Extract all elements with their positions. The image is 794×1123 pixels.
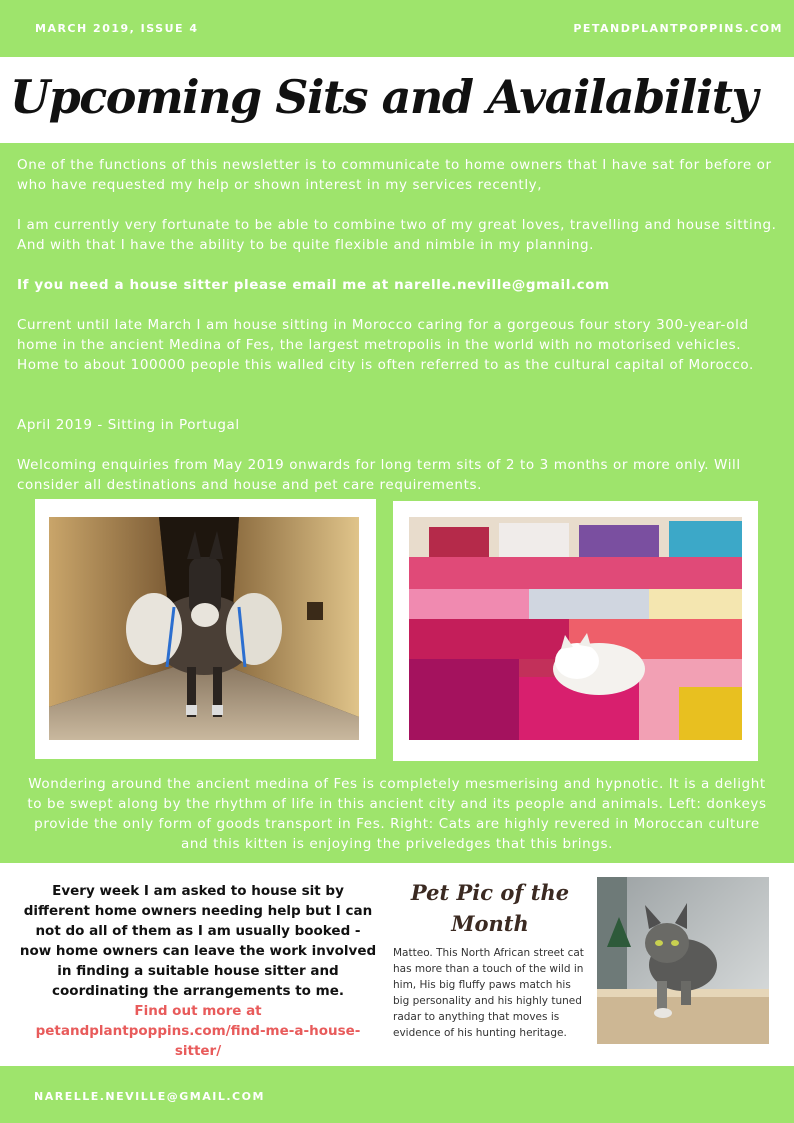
donkey-photo-frame bbox=[35, 499, 376, 759]
lower-section bbox=[0, 863, 794, 1066]
footer-bar bbox=[0, 1066, 794, 1123]
april-paragraph: April 2019 - Sitting in Portugal bbox=[17, 417, 240, 433]
kitten-photo-frame bbox=[393, 501, 758, 761]
intro-paragraph: One of the functions of this newsletter is to communicate to home owners that I have sat for before or who have requested my help or shown interest in my services recently, bbox=[17, 157, 772, 193]
donkey-photo bbox=[49, 517, 359, 740]
page-title: Upcoming Sits and Availability bbox=[10, 70, 757, 124]
enquiries-paragraph: Welcoming enquiries from May 2019 onwards for long term sits of 2 to 3 months or more only. Will consider all destinations and house and pet care requirements. bbox=[17, 457, 741, 493]
contact-paragraph[interactable]: If you need a house sitter please email me at narelle.neville@gmail.com bbox=[17, 277, 610, 293]
cat-photo bbox=[597, 877, 769, 1044]
find-sitter-link[interactable]: Find out more at petandplantpoppins.com/find-me-a-house-sitter/ bbox=[35, 1003, 361, 1059]
website-link[interactable]: PETANDPLANTPOPPINS.COM bbox=[573, 22, 783, 35]
house-sitter-promo bbox=[18, 881, 378, 1061]
travel-paragraph: I am currently very fortunate to be able to combine two of my great loves, travelling and house sitting. And with that I have the ability to be quite flexible and nimble in my planning. bbox=[17, 217, 777, 253]
pet-pic-title: Pet Pic of the Month bbox=[410, 880, 570, 936]
issue-label: MARCH 2019, ISSUE 4 bbox=[35, 22, 199, 35]
kitten-photo bbox=[409, 517, 742, 740]
footer-email-link[interactable]: NARELLE.NEVILLE@GMAIL.COM bbox=[34, 1090, 265, 1103]
promo-text: Every week I am asked to house sit by different home owners needing help but I can not do all of them as I am usually booked - now home owners can leave the work involved in finding a suitable house sitter and coordinating the arrangements to me. bbox=[19, 883, 377, 999]
photo-caption: Wondering around the ancient medina of Fes is completely mesmerising and hypnotic. It is a delight to be swept along by the rhythm of life in this ancient city and its people and animals. Left: donkeys provide the only form of goods transport in Fes. Right: Cats are highly revered in Moroccan culture and this kitten is enjoying the priveledges that this brings. bbox=[27, 776, 767, 852]
pet-description: Matteo. This North African street cat has more than a touch of the wild in him, His big fluffy paws match his big personality and his highly tuned radar to anything that moves is evidence of his hunting heritage. bbox=[393, 947, 584, 1039]
main-section bbox=[0, 143, 794, 863]
header-bar bbox=[0, 0, 794, 57]
morocco-paragraph: Current until late March I am house sitting in Morocco caring for a gorgeous four story 300-year-old home in the ancient Medina of Fes, the largest metropolis in the world with no motorised vehicles. Home to about 100000 people this walled city is often referred to as the cultural capital of Morocco. bbox=[17, 317, 754, 373]
